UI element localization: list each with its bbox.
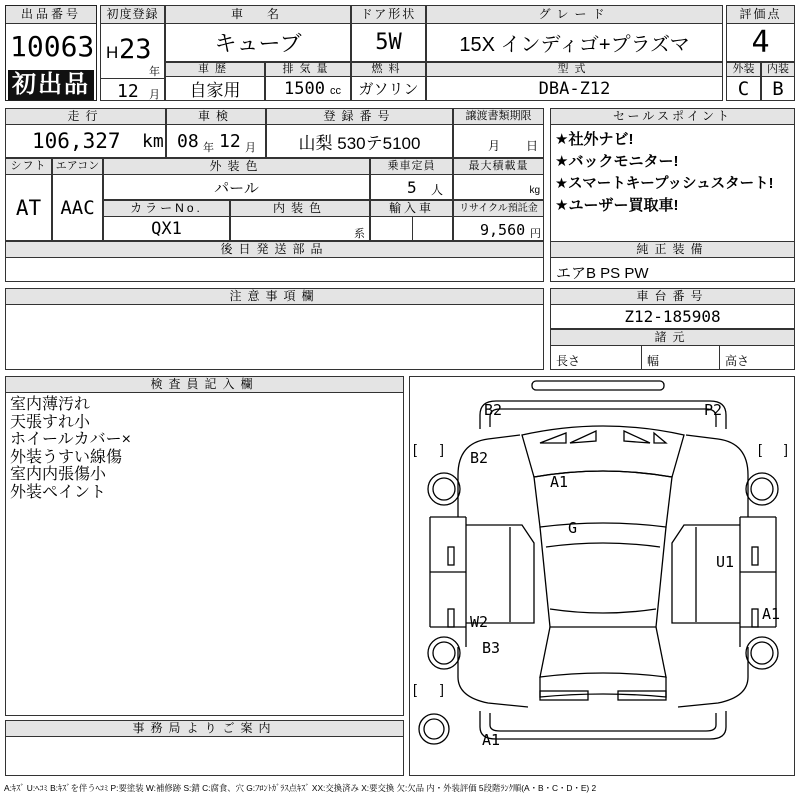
bracket-mark: [ [413, 681, 417, 697]
aircon-label: エアコン [53, 159, 102, 175]
chassis-cell [550, 288, 795, 329]
bracket-mark: ] [784, 441, 788, 457]
history-label: 車歴 [166, 63, 264, 77]
month: 12 [117, 81, 139, 101]
dimensions-label: 諸元 [551, 330, 794, 346]
damage-mark: B2 [484, 401, 503, 419]
interior-grade: B [772, 77, 784, 100]
import-cell [370, 200, 453, 241]
lot-number: 10063 [10, 30, 95, 63]
equipment: エアB PS PW [556, 265, 649, 282]
grade-label: グレード [427, 6, 722, 24]
damage-mark: W2 [470, 613, 489, 631]
displacement-unit: cc [330, 85, 341, 97]
model-label: 型式 [427, 63, 722, 77]
mileage: 106,327 [32, 129, 121, 153]
damage-mark: U1 [716, 553, 735, 571]
later-parts-label: 後日発送部品 [6, 242, 543, 258]
capacity-unit: 人 [431, 183, 444, 197]
recycle-cell [453, 200, 544, 241]
transfer-month-unit: 月 [488, 139, 501, 153]
interior-label: 内装 [762, 63, 794, 77]
inspection-year: 08 [177, 131, 199, 152]
score: 4 [751, 25, 770, 60]
damage-mark: P2 [704, 401, 723, 419]
grade-cell [426, 5, 723, 62]
exterior-label: 外装 [727, 63, 760, 77]
inspector-note: 外装うすい線傷 [10, 448, 123, 466]
width-label: 幅 [647, 354, 660, 368]
import-label: 輸入車 [371, 201, 452, 217]
notes-label: 注意事項欄 [6, 289, 543, 305]
first-listing-badge: 初出品 [8, 70, 94, 100]
inspection-month-unit: 月 [245, 142, 256, 154]
damage-mark: A1 [762, 605, 781, 623]
model-code: DBA-Z12 [538, 78, 611, 99]
load-unit: kg [529, 185, 540, 196]
plate-cell [266, 108, 453, 158]
later-parts-cell [5, 241, 544, 282]
inspector-note: 室内薄汚れ [10, 396, 91, 413]
inspection-label: 車検 [167, 109, 265, 125]
exterior-cell [726, 62, 761, 101]
displacement-cell [265, 62, 351, 101]
history-cell [165, 62, 265, 101]
damage-mark: G [568, 519, 578, 537]
damage-mark: B2 [470, 449, 489, 467]
door-cell [351, 5, 426, 62]
era: H [106, 43, 119, 62]
aircon-cell [52, 158, 103, 241]
bracket-mark: [ [758, 441, 762, 457]
color-number-label: カラーNo. [104, 201, 229, 217]
office-notice-label: 事務局よりご案内 [6, 721, 403, 737]
bracket-mark: [ [413, 441, 417, 457]
score-cell [726, 5, 795, 62]
transfer-day-unit: 日 [526, 139, 539, 153]
equipment-cell [550, 241, 795, 282]
load-cell [453, 158, 544, 200]
interior-color-unit: 系 [354, 228, 365, 240]
sales-point: ★スマートキープッシュスタート! [555, 176, 774, 192]
shift-cell [5, 158, 52, 241]
load-label: 最大積載量 [454, 159, 543, 175]
shift-label: シフト [6, 159, 51, 175]
inspection-month: 12 [219, 131, 241, 152]
damage-legend: A:ｷｽﾞ U:ﾍｺﾐ B:ｷｽﾞを伴うﾍｺﾐ P:要塗装 W:補修跡 S:錆 C:腐食、穴 G:ﾌﾛﾝﾄｶﾞﾗｽ点ｷｽﾞ XX:交換済み X:要交換 欠:欠品 内・外装評価 5段階ﾗﾝｸ順(A・B・C・D・E) 2 [4, 783, 597, 793]
year: 23 [119, 34, 152, 65]
length-label: 長さ [556, 354, 581, 368]
chassis-label: 車台番号 [551, 289, 794, 305]
office-notice-cell [5, 720, 404, 776]
first-registration-cell [100, 5, 165, 101]
plate-label: 登録番号 [267, 109, 452, 125]
sales-points-cell [550, 108, 795, 257]
first-registration-label: 初度登録 [101, 6, 164, 24]
color-label: 外装色 [104, 159, 369, 175]
transfer-deadline-cell [453, 108, 544, 158]
inspector-notes-label: 検査員記入欄 [6, 377, 403, 393]
bracket-mark: ] [440, 441, 444, 457]
inspector-note: 外装ペイント [10, 483, 107, 501]
score-label: 評価点 [727, 6, 794, 24]
damage-mark: A1 [550, 473, 569, 491]
capacity-cell [370, 158, 453, 200]
color-cell [103, 158, 370, 200]
mileage-unit: km [142, 131, 164, 152]
model-cell [426, 62, 723, 101]
plate-number: 山梨 530テ5100 [298, 133, 421, 153]
sales-point: ★社外ナビ! [555, 131, 634, 148]
equipment-label: 純正装備 [551, 242, 794, 258]
height-label: 高さ [725, 354, 750, 368]
exterior-grade: C [737, 77, 750, 100]
door-label: ドア形状 [352, 6, 425, 24]
grade: 15X インディゴ+プラズマ [459, 34, 690, 56]
aircon: AAC [60, 196, 95, 219]
car-name: キューブ [214, 31, 302, 56]
inspector-note: 天張すれ小 [10, 413, 91, 431]
car-name-label: 車 名 [166, 6, 350, 24]
month-unit: 月 [149, 89, 160, 101]
sales-point: ★バックモニター! [555, 153, 679, 170]
damage-diagram [409, 376, 795, 776]
year-unit: 年 [149, 66, 160, 78]
inspector-note: 室内内張傷小 [10, 466, 107, 483]
bracket-mark: ] [440, 681, 444, 697]
color-number-cell [103, 200, 230, 241]
notes-cell [5, 288, 544, 370]
door-type: 5W [375, 30, 402, 55]
capacity: 5 [407, 178, 417, 197]
displacement-label: 排気量 [266, 63, 350, 77]
displacement: 1500 [284, 79, 325, 99]
color: パール [214, 179, 259, 197]
color-number: QX1 [151, 218, 182, 239]
dimensions-cell [550, 329, 795, 370]
sales-points-label: セールスポイント [551, 109, 794, 125]
transfer-deadline-label: 譲渡書類期限 [454, 109, 543, 125]
inspection-cell [166, 108, 266, 158]
fuel: ガソリン [358, 81, 419, 98]
inspector-notes-cell [5, 376, 404, 716]
capacity-label: 乗車定員 [371, 159, 452, 175]
sales-point: ★ユーザー買取車! [555, 197, 679, 214]
interior-color-label: 内装色 [231, 201, 369, 217]
mileage-label: 走行 [6, 109, 165, 125]
interior-color-cell [230, 200, 370, 241]
recycle-amount: 9,560 [480, 221, 526, 239]
damage-mark: B3 [482, 639, 501, 657]
lot-number-label: 出品番号 [6, 6, 96, 24]
recycle-unit: 円 [530, 228, 541, 240]
inspector-note: ホイールカバー× [10, 431, 132, 448]
shift: AT [15, 195, 42, 220]
inspection-year-unit: 年 [203, 142, 214, 154]
car-outline-diagram [410, 377, 795, 776]
recycle-label: リサイクル預託金 [454, 201, 543, 217]
history: 自家用 [189, 81, 241, 100]
car-name-cell [165, 5, 351, 62]
mileage-cell [5, 108, 166, 158]
lot-number-box [5, 5, 97, 101]
fuel-cell [351, 62, 426, 101]
fuel-label: 燃料 [352, 63, 425, 77]
chassis-number: Z12-185908 [624, 307, 721, 326]
interior-cell [761, 62, 795, 101]
damage-mark: A1 [482, 731, 501, 749]
